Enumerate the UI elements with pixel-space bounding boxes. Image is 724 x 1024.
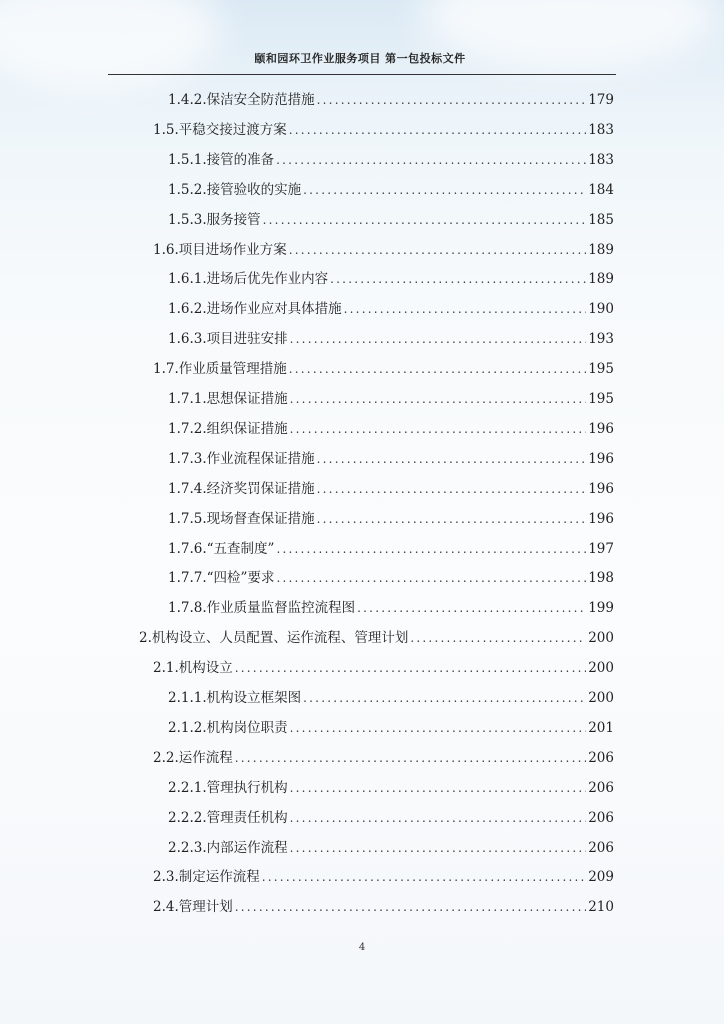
toc-entry[interactable] [168, 448, 614, 470]
toc-entry-title: 1.5.3.服务接管 [168, 211, 261, 228]
toc-entry-title: 2.2.2.管理责任机构 [168, 809, 288, 826]
toc-dot-leader [290, 388, 587, 410]
toc-dot-leader [303, 687, 586, 709]
toc-entry-page: 198 [588, 570, 614, 587]
toc-dot-leader [276, 538, 586, 560]
toc-entry-title: 1.6.项目进场作业方案 [153, 241, 287, 258]
toc-entry-title: 1.7.8.作业质量监督监控流程图 [168, 600, 356, 617]
toc-dot-leader [289, 358, 586, 380]
toc-dot-leader [344, 298, 587, 320]
toc-entry-title: 1.5.1.接管的准备 [168, 151, 275, 168]
toc-entry-title: 2.3.制定运作流程 [153, 869, 260, 886]
toc-entry[interactable] [139, 627, 614, 649]
toc-entry-page: 206 [588, 749, 614, 766]
toc-entry[interactable] [153, 119, 614, 141]
toc-entry[interactable] [153, 657, 614, 679]
toc-entry-page: 189 [588, 241, 614, 258]
toc-entry-page: 210 [588, 899, 614, 916]
toc-entry-page: 209 [588, 869, 614, 886]
toc-entry-title: 1.7.6.“五查制度” [168, 540, 275, 557]
toc-dot-leader [317, 478, 587, 500]
toc-dot-leader [235, 747, 586, 769]
toc-dot-leader [276, 149, 586, 171]
toc-entry-page: 196 [588, 510, 614, 527]
toc-dot-leader [289, 119, 586, 141]
toc-entry-page: 196 [588, 450, 614, 467]
toc-entry[interactable] [168, 687, 614, 709]
toc-entry[interactable] [168, 418, 614, 440]
toc-entry-page: 196 [588, 420, 614, 437]
toc-dot-leader [290, 418, 587, 440]
toc-entry-title: 1.7.4.经济奖罚保证措施 [168, 480, 315, 497]
toc-dot-leader [290, 807, 587, 829]
toc-entry-page: 190 [588, 301, 614, 318]
toc-entry-page: 197 [588, 540, 614, 557]
toc-entry-title: 1.6.1.进场后优先作业内容 [168, 271, 329, 288]
toc-entry-page: 201 [588, 719, 614, 736]
toc-entry-title: 1.6.3.项目进驻安排 [168, 331, 288, 348]
toc-entry-title: 2.2.3.内部运作流程 [168, 839, 288, 856]
toc-entry-page: 195 [588, 361, 614, 378]
toc-entry-page: 179 [588, 92, 614, 108]
toc-dot-leader [235, 896, 586, 918]
toc-entry[interactable] [168, 567, 614, 589]
toc-entry[interactable] [168, 777, 614, 799]
toc-entry[interactable] [153, 896, 614, 918]
header-divider [108, 74, 616, 75]
toc-entry-title: 1.7.3.作业流程保证措施 [168, 450, 315, 467]
toc-entry[interactable] [168, 717, 614, 739]
toc-dot-leader [235, 657, 586, 679]
toc-dot-leader [410, 627, 586, 649]
toc-entry[interactable] [168, 149, 614, 171]
toc-entry[interactable] [168, 209, 614, 231]
toc-entry-page: 193 [588, 331, 614, 348]
toc-entry-page: 183 [588, 151, 614, 168]
toc-entry-page: 206 [588, 839, 614, 856]
toc-entry-title: 2.2.1.管理执行机构 [168, 779, 288, 796]
toc-entry-title: 1.7.5.现场督查保证措施 [168, 510, 315, 527]
toc-entry[interactable] [168, 597, 614, 619]
toc-entry[interactable] [168, 508, 614, 530]
toc-entry-title: 2.4.管理计划 [153, 899, 233, 916]
toc-entry-page: 200 [588, 690, 614, 706]
toc-entry[interactable] [168, 298, 614, 320]
toc-dot-leader [330, 268, 586, 290]
toc-entry-title: 2.1.机构设立 [153, 660, 233, 677]
toc-entry-page: 196 [588, 480, 614, 497]
toc-dot-leader [303, 179, 586, 201]
toc-entry-title: 1.7.1.思想保证措施 [168, 391, 288, 407]
toc-entry-title: 1.7.2.组织保证措施 [168, 420, 288, 437]
toc-dot-leader [290, 717, 587, 739]
toc-entry-page: 206 [588, 779, 614, 796]
toc-entry[interactable] [168, 89, 614, 111]
toc-entry[interactable] [168, 268, 614, 290]
toc-entry[interactable] [168, 388, 614, 410]
toc-dot-leader [290, 328, 587, 350]
toc-entry[interactable] [168, 538, 614, 560]
toc-entry-page: 189 [588, 271, 614, 288]
toc-entry-title: 2.1.1.机构设立框架图 [168, 690, 302, 706]
toc-entry-title: 1.7.7.“四检”要求 [168, 570, 275, 587]
toc-dot-leader [290, 837, 587, 859]
toc-entry-page: 200 [588, 660, 614, 677]
toc-dot-leader [317, 508, 587, 530]
toc-entry[interactable] [153, 747, 614, 769]
toc-entry-page: 206 [588, 809, 614, 826]
toc-entry[interactable] [168, 837, 614, 859]
toc-dot-leader [263, 209, 587, 231]
toc-entry[interactable] [153, 866, 614, 888]
toc-entry-title: 1.6.2.进场作业应对具体措施 [168, 301, 342, 318]
toc-entry-page: 184 [588, 181, 614, 198]
toc-entry[interactable] [168, 179, 614, 201]
toc-entry-title: 1.4.2.保洁安全防范措施 [168, 92, 315, 108]
toc-entry-title: 2.2.运作流程 [153, 749, 233, 766]
toc-entry-page: 195 [588, 391, 614, 407]
toc-entry[interactable] [153, 358, 614, 380]
toc-entry-page: 183 [588, 121, 614, 138]
toc-dot-leader [290, 777, 587, 799]
toc-entry-page: 185 [588, 211, 614, 228]
page-number: 4 [358, 942, 366, 953]
toc-entry-title: 2.机构设立、人员配置、运作流程、管理计划 [139, 630, 409, 647]
toc-entry-title: 1.7.作业质量管理措施 [153, 361, 287, 378]
page-header: 颐和园环卫作业服务项目 第一包投标文件 [254, 52, 466, 65]
toc-dot-leader [317, 448, 587, 470]
toc-dot-leader [317, 89, 587, 111]
toc-entry-page: 200 [588, 630, 614, 647]
toc-entry-title: 1.5.2.接管验收的实施 [168, 181, 302, 198]
toc-entry-title: 1.5.平稳交接过渡方案 [153, 121, 287, 138]
toc-dot-leader [276, 567, 586, 589]
toc-entry-page: 199 [588, 600, 614, 617]
toc-dot-leader [357, 597, 586, 619]
toc-entry[interactable] [168, 328, 614, 350]
toc-dot-leader [289, 239, 586, 261]
toc-entry[interactable] [168, 807, 614, 829]
toc-entry-title: 2.1.2.机构岗位职责 [168, 719, 288, 736]
toc-entry[interactable] [168, 478, 614, 500]
toc-entry[interactable] [153, 239, 614, 261]
toc-dot-leader [262, 866, 586, 888]
